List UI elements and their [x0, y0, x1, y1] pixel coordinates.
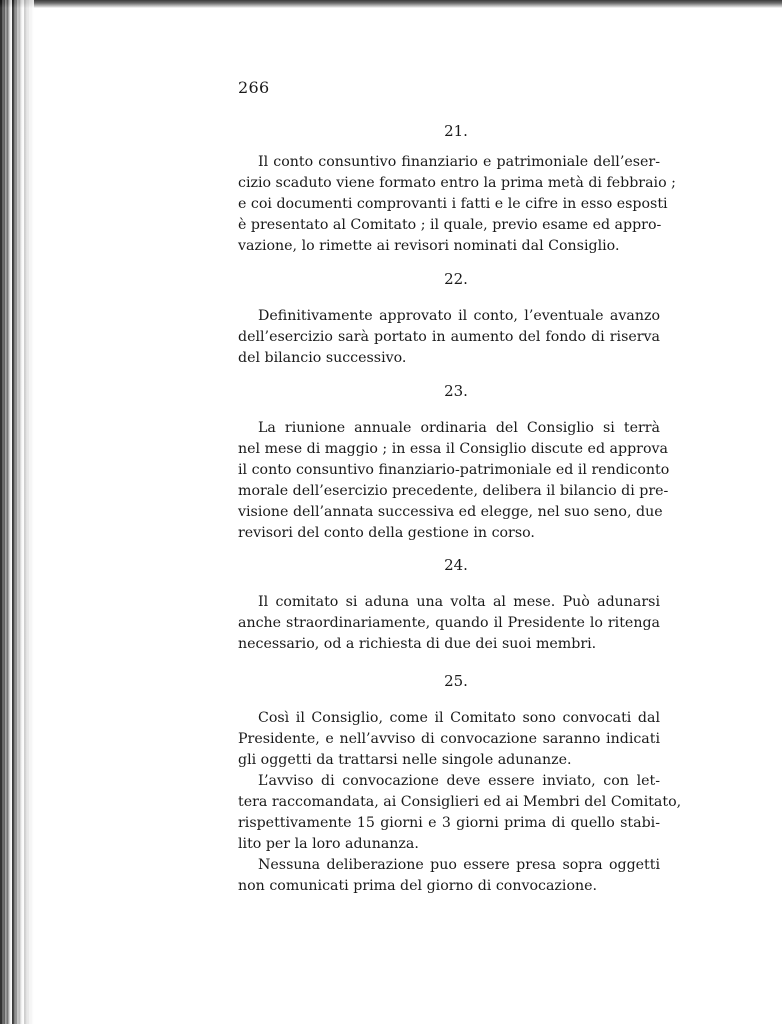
text-line: Definitivamente approvato il conto, l’eventuale avanzo — [258, 308, 660, 324]
page-number: 266 — [238, 78, 270, 97]
text-line: nel mese di maggio ; in essa il Consiglio discute ed approva — [238, 441, 668, 457]
text-line: necessario, od a richiesta di due dei suoi membri. — [238, 636, 597, 652]
text-line: e coi documenti comprovanti i fatti e le cifre in esso esposti — [238, 196, 668, 212]
scan-left-edge — [0, 0, 34, 1024]
text-line: Il conto consuntivo finanziario e patrimoniale dell’eser- — [258, 154, 660, 170]
text-line: il conto consuntivo finanziario-patrimoniale ed il rendiconto — [238, 462, 670, 478]
article-number-22: 22. — [444, 270, 468, 288]
text-line: visione dell’annata successiva ed elegge, nel suo seno, due — [238, 504, 663, 520]
text-line: gli oggetti da trattarsi nelle singole adunanze. — [238, 752, 572, 768]
article-25-paragraph-1 — [238, 708, 660, 771]
text-line: del bilancio successivo. — [238, 350, 407, 366]
article-23-paragraph — [238, 418, 670, 544]
text-line: L’avviso di convocazione deve essere inviato, con let- — [258, 773, 660, 789]
text-line: lito per la loro adunanza. — [238, 836, 419, 852]
scan-top-edge — [0, 0, 782, 8]
article-22-paragraph — [238, 306, 660, 369]
text-line: è presentato al Comitato ; il quale, previo esame ed appro- — [238, 217, 662, 233]
article-25-paragraph-3 — [238, 855, 660, 897]
article-number-24: 24. — [444, 556, 468, 574]
text-line: Così il Consiglio, come il Comitato sono convocati dal — [258, 710, 660, 726]
text-line: non comunicati prima del giorno di convocazione. — [238, 878, 598, 894]
text-line: vazione, lo rimette ai revisori nominati dal Consiglio. — [238, 238, 620, 254]
text-line: Nessuna deliberazione puo essere presa sopra oggetti — [258, 857, 660, 873]
article-25-paragraph-2 — [238, 771, 682, 855]
text-line: La riunione annuale ordinaria del Consiglio si terrà — [258, 420, 660, 436]
article-24-paragraph — [238, 592, 660, 655]
article-number-23: 23. — [444, 382, 468, 400]
text-line: tera raccomandata, ai Consiglieri ed ai Membri del Comitato, — [238, 794, 682, 810]
text-line: Il comitato si aduna una volta al mese. Può adunarsi — [258, 594, 660, 610]
text-line: cizio scaduto viene formato entro la prima metà di febbraio ; — [238, 175, 676, 191]
article-number-25: 25. — [444, 672, 468, 690]
article-number-21: 21. — [444, 122, 468, 140]
text-line: anche straordinariamente, quando il Presidente lo ritenga — [238, 615, 660, 631]
text-line: rispettivamente 15 giorni e 3 giorni prima di quello stabi- — [238, 815, 660, 831]
text-line: Presidente, e nell’avviso di convocazione saranno indicati — [238, 731, 660, 747]
text-line: dell’esercizio sarà portato in aumento del fondo di riserva — [238, 329, 660, 345]
text-line: revisori del conto della gestione in corso. — [238, 525, 535, 541]
article-21-paragraph — [238, 152, 676, 257]
text-line: morale dell’esercizio precedente, delibera il bilancio di pre- — [238, 483, 669, 499]
